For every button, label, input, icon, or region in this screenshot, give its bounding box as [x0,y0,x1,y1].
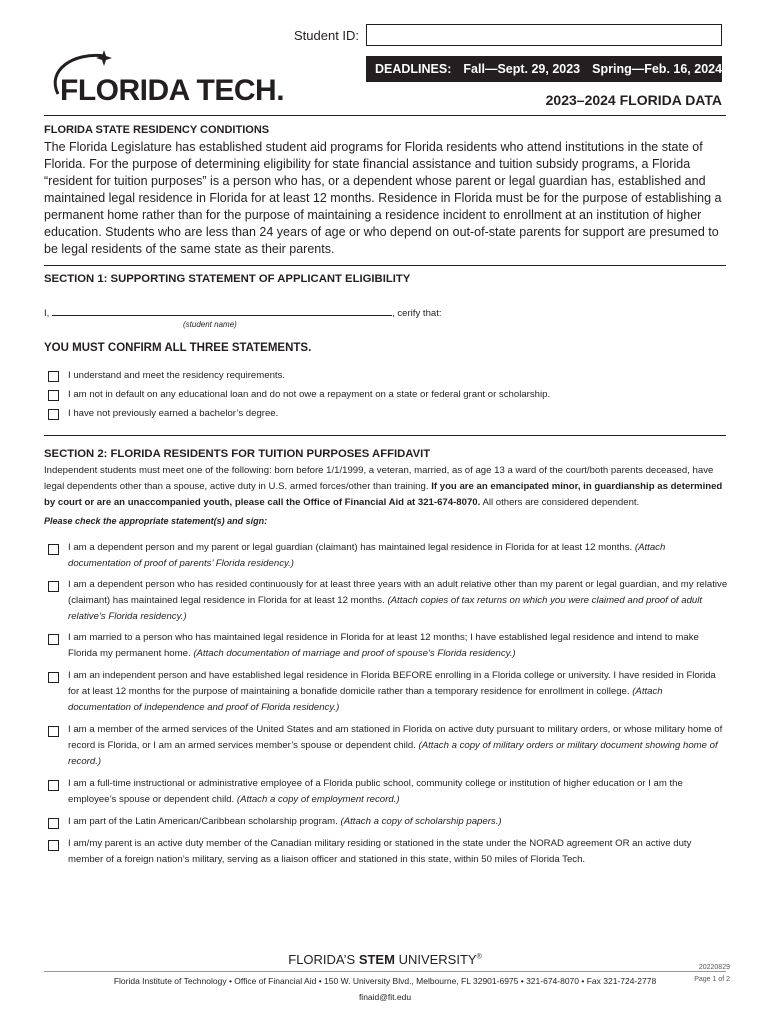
section2-title: SECTION 2: FLORIDA RESIDENTS FOR TUITION PURPOSES AFFIDAVIT [44,448,431,460]
section2-instruction: Please check the appropriate statement(s) and sign: [44,516,268,526]
affidavit-row-3 [48,630,728,664]
affidavit-text-3: I am married to a person who has maintained legal residence in Florida for at least 12 months; I have established legal residence and intend to make Florida my permanent home. [68,632,699,659]
affidavit-note-4: (Attach documentation of independence and proof of Florida residency.) [68,686,663,713]
section1-title: SECTION 1: SUPPORTING STATEMENT OF APPLICANT ELIGIBILITY [44,273,411,285]
section2-intro-bold: If you are an emancipated minor, in guardianship as determined by court or are an unaccompanied youth, please call the Office of Financial Aid at 321-674-8070. [44,481,723,508]
affidavit-checkbox-1[interactable] [48,544,59,555]
footer-divider [44,971,726,972]
student-id-field[interactable] [366,24,722,46]
affidavit-text-1: I am a dependent person and my parent or legal guardian (claimant) has maintained legal residence in Florida for at least 12 months. [68,542,633,553]
footer-page-number: Page 1 of 2 [694,976,730,983]
certify-line [44,305,504,322]
section-divider-2 [44,435,726,436]
affidavit-checkbox-2[interactable] [48,581,59,592]
student-id-label: Student ID: [294,28,360,43]
affidavit-row-5 [48,722,728,772]
affidavit-text-7: I am part of the Latin American/Caribbean scholarship program. [68,816,338,827]
affidavit-checkbox-8[interactable] [48,840,59,851]
confirm-row-2 [48,387,728,403]
affidavit-checkbox-4[interactable] [48,672,59,683]
deadlines-banner [366,56,722,82]
footer-tagline-mark: ® [476,953,482,961]
affidavit-row-2 [48,577,728,627]
section2-intro [44,463,728,511]
page-title: 2023–2024 FLORIDA DATA [545,92,722,108]
confirm-row-1 [48,368,728,384]
logo-wordmark: FLORIDA TECH. [60,74,285,107]
header-divider [44,115,726,116]
affidavit-row-6 [48,776,728,810]
fall-deadline: Fall—Sept. 29, 2023 [463,62,581,76]
affidavit-text-5: I am a member of the armed services of the United States and am stationed in Florida on active duty pursuant to military orders, or whose military home of record is Florida, or I am an armed services member’s spouse or dependent child. [68,724,723,751]
footer-email: finaid@fit.edu [358,992,412,1002]
affidavit-text-4: I am an independent person and have established legal residence in Florida BEFORE enrolling in a Florida college or university. I have resided in Florida for at least 12 months for the purpose of maintaining a bonafide domicile rather than a temporary residence for enrollment in college. [68,670,716,697]
affidavit-note-1: (Attach documentation of proof of parents’ Florida residency.) [68,542,666,569]
student-name-field[interactable] [52,305,392,316]
affidavit-checkbox-7[interactable] [48,818,59,829]
affidavit-checkbox-6[interactable] [48,780,59,791]
confirm-text-2: I am not in default on any educational loan and do not owe a repayment on a state or federal grant or scholarship. [68,389,551,400]
footer-tagline-1: FLORIDA’S [288,952,356,967]
confirm-text-3: I have not previously earned a bachelor’s degree. [68,408,279,419]
footer-tagline-2: STEM [358,952,395,967]
spring-deadline: Spring—Feb. 16, 2024 [592,62,723,76]
confirm-checkbox-1[interactable] [48,371,59,382]
confirm-checkbox-3[interactable] [48,409,59,420]
affidavit-row-4 [48,668,728,718]
residency-body: The Florida Legislature has established student aid programs for Florida residents who attend institutions in the state of Florida. For the purpose of determining eligibility for state financial assistance and tuition subsidy programs, a Florida “resident for tuition purposes” is a person who has, or a dependent whose parent or legal guardian has, established and maintained legal residence in Florida for at least 12 months. Residence in Florida must be for the purpose of establishing a permanent home rather than for the purpose of maintaining a residence incident to enrollment at an institution of higher education. Students who are less than 24 years of age or who depend on out-of-state parents for support are presumed to be legal residents of the same state as their parents. [44,140,722,256]
section2-intro-text: Independent students must meet one of the following: born before 1/1/1999, a veteran, married, as of age 13 a ward of the court/both parents deceased, have legal dependents other than a spouse, active duty in U.S. armed forces/other than training. [44,465,714,492]
certify-suffix: , cerify that: [392,308,442,319]
affidavit-text-8: I am/my parent is an active duty member of the Canadian military residing or stationed in the state under the NORAD agreement OR an active duty member of a foreign nation’s military, serving as a liaison officer and stationed in this state, within 50 miles of Florida Tech. [68,838,692,865]
footer-doc-code: 20220829 [698,964,730,971]
residency-title: FLORIDA STATE RESIDENCY CONDITIONS [44,124,270,136]
affidavit-note-5: (Attach a copy of military orders or military document showing home of record.) [68,740,718,767]
affidavit-note-2: (Attach copies of tax returns on which you were claimed and proof of adult relative’s Florida residency.) [68,595,703,622]
deadlines-label: DEADLINES: [375,62,452,76]
affidavit-row-7 [48,814,728,832]
affidavit-note-3: (Attach documentation of marriage and proof of spouse’s Florida residency.) [193,648,516,659]
section2-intro-end: All others are considered dependent. [482,497,640,508]
confirm-checkbox-2[interactable] [48,390,59,401]
footer-tagline-3: UNIVERSITY [398,952,477,967]
confirm-title: YOU MUST CONFIRM ALL THREE STATEMENTS. [44,342,312,354]
affidavit-text-2: I am a dependent person who has resided continuously for at least three years with an adult relative other than my parent or legal guardian, and my relative (claimant) has maintained legal residence in Florida for at least 12 months. [68,579,728,606]
affidavit-note-7: (Attach a copy of scholarship papers.) [340,816,502,827]
affidavit-checkbox-3[interactable] [48,634,59,645]
affidavit-note-6: (Attach a copy of employment record.) [236,794,400,805]
affidavit-row-8 [48,836,728,870]
affidavit-row-1 [48,540,728,574]
affidavit-text-6: I am a full-time instructional or administrative employee of a Florida public school, community college or institution of higher education or I am the employee’s spouse or dependent child. [68,778,683,805]
confirm-row-3 [48,406,728,422]
student-name-caption: (student name) [183,320,237,329]
footer-address: Florida Institute of Technology • Office of Financial Aid • 150 W. University Blvd., Melbourne, FL 32901-6975 • 321-674-8070 • Fax 321-724-2778 [113,976,657,986]
footer-tagline [0,952,770,967]
certify-prefix: I, [44,308,50,319]
affidavit-checkbox-5[interactable] [48,726,59,737]
confirm-text-1: I understand and meet the residency requirements. [68,370,286,381]
section-divider-1 [44,265,726,266]
